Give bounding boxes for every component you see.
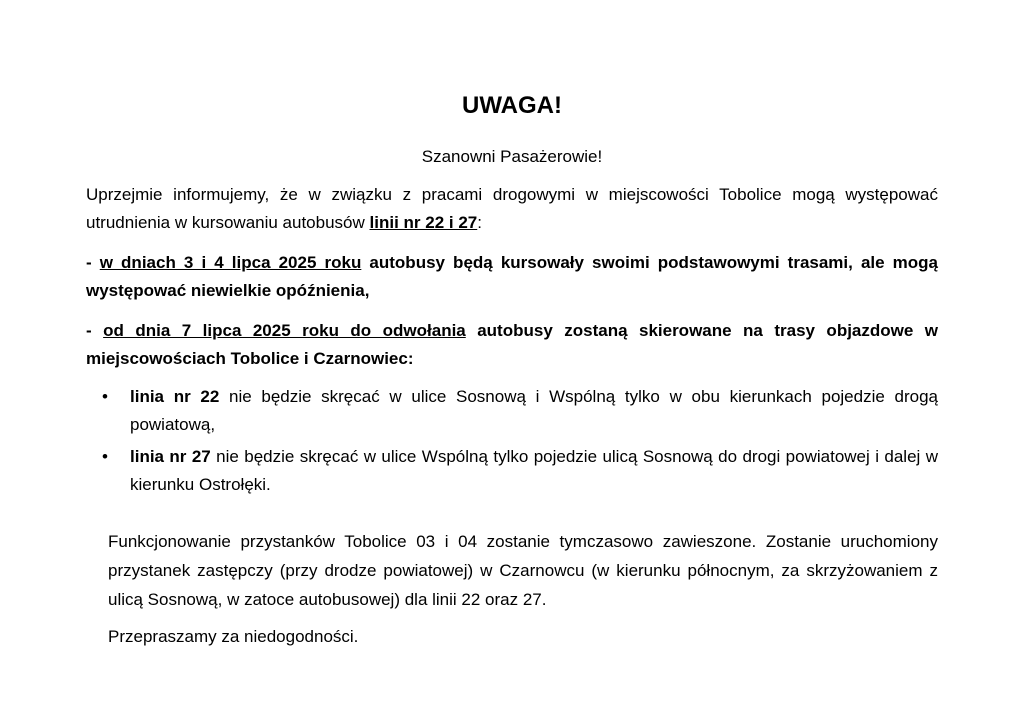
intro-text: Uprzejmie informujemy, że w związku z pracami drogowymi w miejscowości Tobolice mogą występować utrudnienia w kursowaniu autobusów xyxy=(86,185,938,232)
stops-paragraph: Funkcjonowanie przystanków Tobolice 03 i 04 zostanie tymczasowo zawieszone. Zostanie uruchomiony przystanek zastępczy (przy drodze powiatowej) w Czarnowcu (w kierunku północnym, za skrzyżowaniem z ulicą Sosnową, w zatoce autobusowej) dla linii 22 oraz 27. xyxy=(108,532,938,609)
bullet-icon: • xyxy=(102,387,108,406)
item2-text: autobusy zostaną skierowane na trasy objazdowe w miejscowościach Tobolice i Czarnowiec: xyxy=(86,321,939,368)
greeting: Szanowni Pasażerowie! xyxy=(421,147,603,166)
notice-title: UWAGA! xyxy=(462,92,562,119)
item-dates-2 xyxy=(86,317,938,373)
bullet-icon: • xyxy=(102,447,108,466)
bullet-item-line-22 xyxy=(102,383,938,439)
bullet-item-line-27 xyxy=(102,443,938,499)
intro-paragraph xyxy=(86,181,938,237)
bullet-line-label: linia nr 27 xyxy=(130,447,211,466)
intro-tail: : xyxy=(477,213,482,232)
item2-dates: od dnia 7 lipca 2025 roku do odwołania xyxy=(103,321,466,340)
bullet-text xyxy=(130,383,938,439)
item-dates-1 xyxy=(86,249,938,305)
intro-lines-emphasis: linii nr 22 i 27 xyxy=(369,213,478,232)
apology-paragraph: Przepraszamy za niedogodności. xyxy=(108,627,359,646)
bullet-line-label: linia nr 22 xyxy=(130,387,220,406)
item1-prefix: - xyxy=(86,253,100,272)
item1-dates: w dniach 3 i 4 lipca 2025 roku xyxy=(99,253,362,272)
bullet-description: nie będzie skręcać w ulice Sosnową i Wspólną tylko w obu kierunkach pojedzie drogą powiatową, xyxy=(130,387,938,434)
bullet-text xyxy=(130,443,938,499)
bullet-description: nie będzie skręcać w ulice Wspólną tylko pojedzie ulicą Sosnową do drogi powiatowej i dalej w kierunku Ostrołęki. xyxy=(130,447,938,494)
item1-text: autobusy będą kursowały swoimi podstawowymi trasami, ale mogą występować niewielkie opóźnienia, xyxy=(86,253,938,300)
item2-prefix: - xyxy=(86,321,104,340)
